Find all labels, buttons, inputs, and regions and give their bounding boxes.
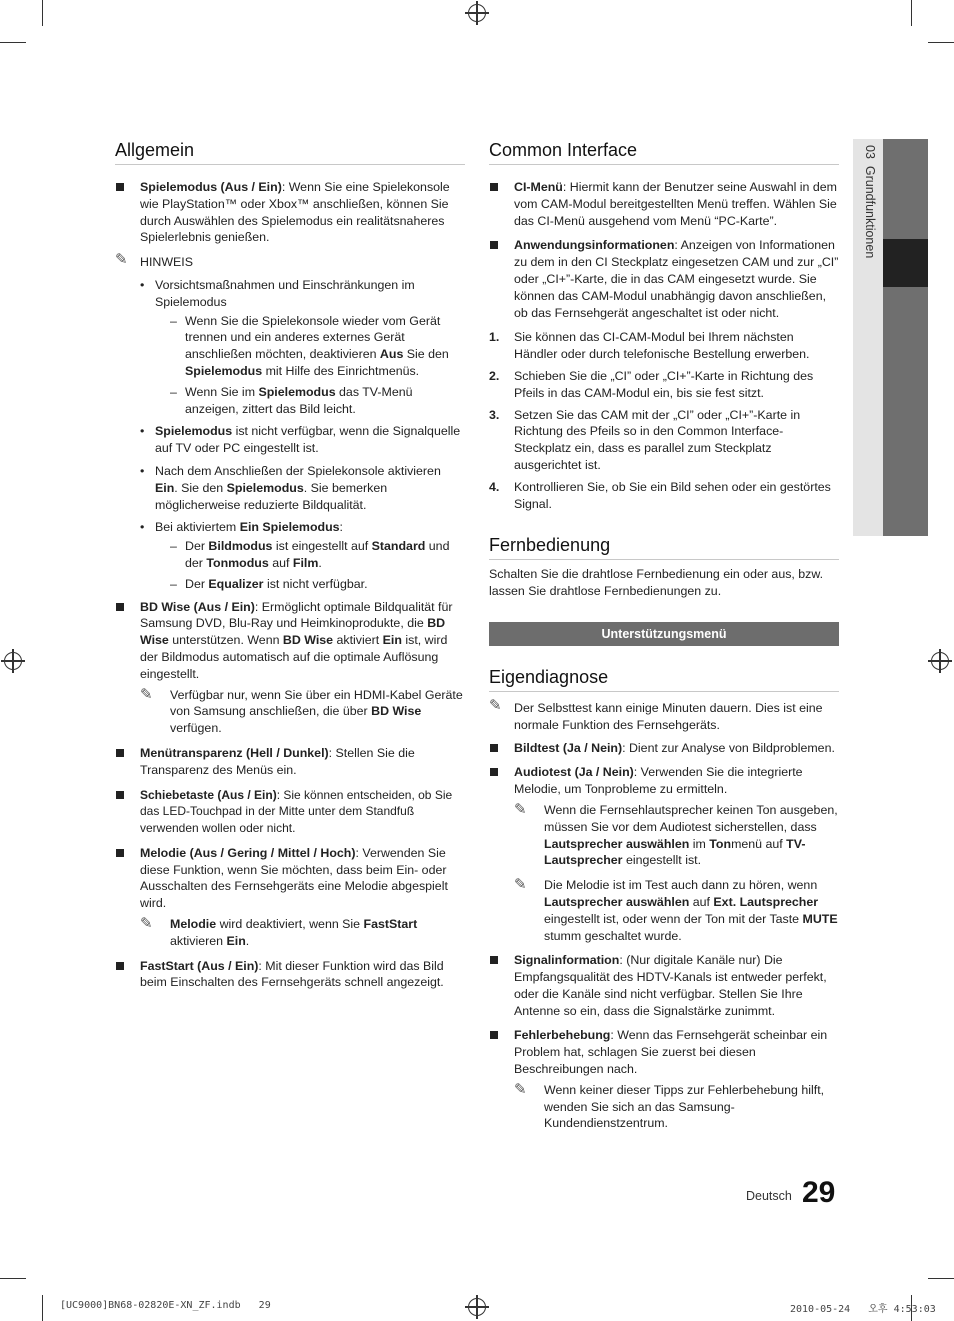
hinweis-note: ✎ HINWEIS: [115, 251, 194, 270]
list-item: Fehlerbehebung: Wenn das Fernsehgerät scheinbar ein Problem hat, schlagen Sie zuerst bei diesen Beschreibungen nach. ✎ Wenn keiner dieser Tipps zur Fehlerbehebung hilft, wenden Sie sich an das Samsung-Kundendienstzentrum.: [489, 1027, 839, 1132]
list-item: Schiebetaste (Aus / Ein): Sie können entscheiden, ob Sie das LED-Touchpad in der Mitte unter dem Standfuß verwenden wollen oder nicht.: [115, 787, 465, 837]
list-item: CI-Menü: Hiermit kann der Benutzer seine Auswahl in dem vom CAM-Modul bereitgestellten Menü treffen. Wählen Sie das CI-Menü ausgehend vom Menü “PC-Karte”.: [489, 179, 839, 229]
section-title-allgemein: Allgemein: [115, 139, 465, 165]
pencil-icon: ✎: [140, 685, 153, 703]
list-item: Spielemodus (Aus / Ein): Wenn Sie eine Spielekonsole wie PlayStation™ oder Xbox™ anschließen, können Sie durch Auswählen des Spielemodus ein realitätsnaheres Spielerlebnis genießen.: [115, 179, 465, 246]
crop-mark: [0, 1278, 26, 1279]
crop-mark: [0, 42, 26, 43]
pencil-icon: ✎: [489, 696, 502, 714]
pencil-icon: ✎: [115, 251, 128, 269]
side-tab-label: [855, 145, 881, 345]
support-menu-bar: Unterstützungsmenü: [489, 622, 839, 646]
step-item: 2. Schieben Sie die „CI” oder „CI+”-Karte in Richtung des Pfeils in das CAM-Modul ein, bis sie fest sitzt.: [489, 368, 814, 400]
crop-mark: [42, 1295, 43, 1321]
list-item: – Der Bildmodus ist eingestellt auf Standard und der Tonmodus auf Film.: [170, 538, 465, 572]
chapter-label: Grundfunktionen: [863, 165, 877, 259]
list-item: Signalinformation: (Nur digitale Kanäle nur) Die Empfangsqualität des HDTV-Kanals ist entweder perfekt, oder die Kanäle sind nicht verfügbar. Stellen Sie Ihre Antenne so ein, dass die Signalstärke zunimmt.: [489, 952, 839, 1019]
footer-language: Deutsch: [746, 1189, 792, 1203]
print-date-info: 2010-05-24 오후 4:53:03: [790, 1304, 936, 1315]
section-title-common-interface: Common Interface: [489, 139, 839, 165]
list-item: • Bei aktiviertem Ein Spielemodus: – Der Bildmodus ist eingestellt auf Standard und der Tonmodus auf Film. – Der Equalizer ist nicht verfügbar.: [140, 519, 465, 592]
note: ✎ Wenn die Fernsehlautsprecher keinen Ton ausgeben, müssen Sie vor dem Audiotest sicherstellen, dass Lautsprecher auswählen im Tonmenü auf TV-Lautsprecher eingestellt ist.: [514, 800, 838, 868]
list-item: FastStart (Aus / Ein): Mit dieser Funktion wird das Bild beim Einschalten des Fernsehgeräts schnell angezeigt.: [115, 958, 465, 992]
crop-mark: [911, 0, 912, 26]
list-item: Audiotest (Ja / Nein): Verwenden Sie die integrierte Melodie, um Tonprobleme zu ermitteln. ✎ Wenn die Fernsehlautsprecher keinen Ton ausgeben, müssen Sie vor dem Audiotest sicherstellen, dass Lautsprecher auswählen im Tonmenü auf TV-Lautsprecher eingestellt ist. ✎ Die Melodie ist im Test auch dann zu hören, wenn Lautsprecher auswählen auf Ext. Lautsprecher eingestellt ist, oder wenn der Ton mit der Taste MUTE stumm geschaltet wurde.: [489, 764, 839, 944]
pencil-icon: ✎: [514, 800, 527, 818]
step-item: 3. Setzen Sie das CAM mit der „CI” oder „CI+”-Karte in Richtung des Pfeils so in den Common Interface-Steckplatz ein, dass es parallel zum Steckplatz ausgerichtet ist.: [489, 407, 801, 472]
fernbedienung-text: Schalten Sie die drahtlose Fernbedienung ein oder aus, bzw. lassen Sie drahtlose Fernbedienungen zu.: [489, 567, 824, 599]
registration-mark-icon: [468, 1298, 486, 1316]
list-item: Melodie (Aus / Gering / Mittel / Hoch): Verwenden Sie diese Funktion, wenn Sie möchten, dass beim Ein- oder Ausschalten des Fernsehgeräts eine Melodie abgespielt wird. ✎ Melodie wird deaktiviert, wenn Sie FastStart aktivieren Ein.: [115, 845, 465, 950]
side-tab-active: [883, 239, 928, 287]
list-item: • Nach dem Anschließen der Spielekonsole aktivieren Ein. Sie den Spielemodus. Sie bemerken möglicherweise reduzierte Bildqualität.: [140, 463, 465, 513]
side-tab-dark: [883, 139, 928, 536]
list-item: Anwendungsinformationen: Anzeigen von Informationen zu dem in den CI Steckplatz eingesetzen CAM und zur „CI” oder „CI+”-Karte, die in das CAM eingesetzt wurde. Sie können das CAM-Modul unabhängig davon anschließen, ob das Fernsehgerät angeschaltet ist oder nicht.: [489, 237, 839, 321]
note: ✎ Melodie wird deaktiviert, wenn Sie FastStart aktivieren Ein.: [140, 915, 418, 948]
registration-mark-icon: [931, 652, 949, 670]
chapter-number: 03: [863, 145, 877, 159]
list-item: – Der Equalizer ist nicht verfügbar.: [170, 576, 465, 593]
pencil-icon: ✎: [514, 876, 527, 894]
pencil-icon: ✎: [140, 915, 153, 933]
crop-mark: [928, 1278, 954, 1279]
right-column: [489, 139, 839, 1140]
step-item: 4. Kontrollieren Sie, ob Sie ein Bild sehen oder ein gestörtes Signal.: [489, 479, 831, 511]
note: ✎ Verfügbar nur, wenn Sie über ein HDMI-Kabel Geräte von Samsung anschließen, die über BD Wise verfügen.: [140, 685, 463, 736]
registration-mark-icon: [468, 4, 486, 22]
list-item: • Vorsichtsmaßnahmen und Einschränkungen im Spielemodus – Wenn Sie die Spielekonsole wieder vom Gerät trennen und ein anderes externes Gerät anschließen möchten, deaktivieren Aus Sie den Spielemodus mit Hilfe des Einrichtmenüs. – Wenn Sie im Spielemodus das TV-Menü anzeigen, zittert das Bild leicht.: [140, 277, 465, 417]
list-item: Bildtest (Ja / Nein): Dient zur Analyse von Bildproblemen.: [489, 740, 839, 757]
list-item: – Wenn Sie im Spielemodus das TV-Menü anzeigen, zittert das Bild leicht.: [170, 384, 465, 418]
crop-mark: [42, 0, 43, 26]
note: ✎ Wenn keiner dieser Tipps zur Fehlerbehebung hilft, wenden Sie sich an das Samsung-Kundendienstzentrum.: [514, 1080, 825, 1131]
page-number: 29: [802, 1176, 836, 1209]
section-title-fernbedienung: Fernbedienung: [489, 534, 839, 560]
step-item: 1. Sie können das CI-CAM-Modul bei Ihrem nächsten Händler oder durch telefonische Bestellung erwerben.: [489, 330, 810, 362]
left-column: [115, 139, 465, 999]
registration-mark-icon: [4, 652, 22, 670]
pencil-icon: ✎: [514, 1080, 527, 1098]
list-item: – Wenn Sie die Spielekonsole wieder vom Gerät trennen und ein anderes externes Gerät anschließen möchten, deaktivieren Aus Sie den Spielemodus mit Hilfe des Einrichtmenüs.: [170, 313, 465, 380]
note: ✎ Die Melodie ist im Test auch dann zu hören, wenn Lautsprecher auswählen auf Ext. Lautsprecher eingestellt ist, oder wenn der Ton mit der Taste MUTE stumm geschaltet wurde.: [514, 876, 838, 943]
crop-mark: [928, 42, 954, 43]
section-title-eigendiagnose: Eigendiagnose: [489, 666, 839, 692]
list-item: Menütransparenz (Hell / Dunkel): Stellen Sie die Transparenz des Menüs ein.: [115, 745, 465, 779]
print-file-info: [UC9000]BN68-02820E-XN_ZF.indb 29: [60, 1300, 271, 1311]
note: ✎ Der Selbsttest kann einige Minuten dauern. Dies ist eine normale Funktion des Fernsehgeräts.: [489, 696, 823, 732]
list-item: • Spielemodus ist nicht verfügbar, wenn die Signalquelle auf TV oder PC eingestellt ist.: [140, 423, 465, 457]
list-item: BD Wise (Aus / Ein): Ermöglicht optimale Bildqualität für Samsung DVD, Blu-Ray und Heimkinoprodukte, die BD Wise unterstützen. Wenn BD Wise aktiviert Ein ist, wird der Bildmodus automatisch auf die optimale Auflösung eingestellt. ✎ Verfügbar nur, wenn Sie über ein HDMI-Kabel Geräte von Samsung anschließen, die über BD Wise verfügen.: [115, 599, 465, 737]
